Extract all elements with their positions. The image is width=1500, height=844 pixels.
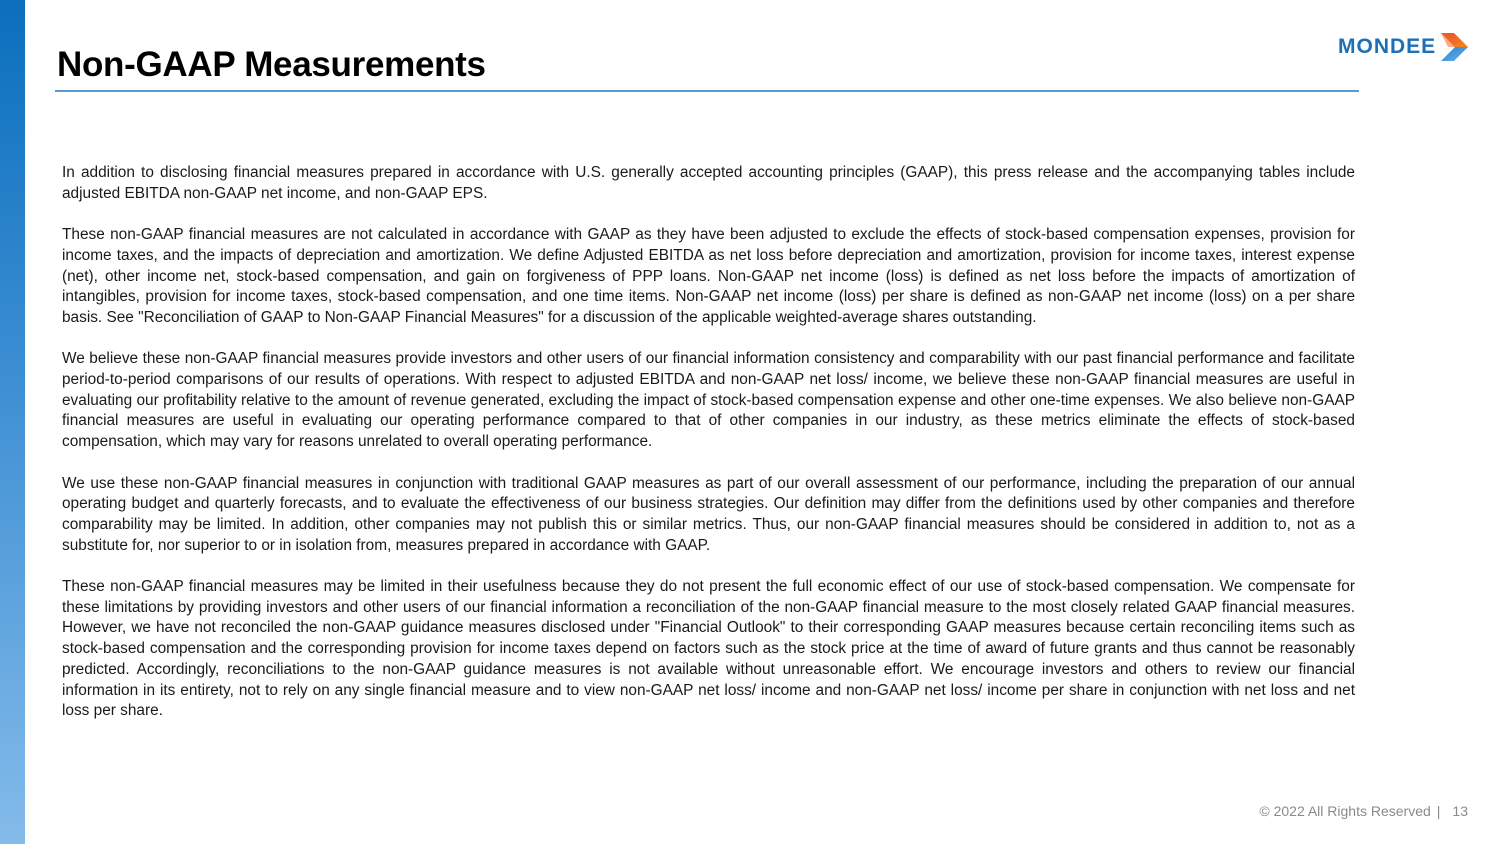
slide-footer (1259, 803, 1468, 819)
paragraph-limitations: These non-GAAP financial measures may be limited in their usefulness because they do not present the full economic effect of our use of stock-based compensation. We compensate for these limitations by providing investors and other users of our financial information a reconciliation of the non-GAAP financial measure to the most closely related GAAP financial measures. However, we have not reconciled the non-GAAP guidance measures disclosed under "Financial Outlook" to their corresponding GAAP measures because certain reconciling items such as stock-based compensation and the corresponding provision for income taxes depend on factors such as the stock price at the time of award of future grants and thus cannot be reasonably predicted. Accordingly, reconciliations to the non-GAAP guidance measures is not available without unreasonable effort. We encourage investors and others to review our financial information in its entirety, not to rely on any single financial measure and to view non-GAAP net loss/ income and non-GAAP net loss/ income per share in conjunction with net loss and net loss per share. (62, 578, 1355, 720)
disclosure-body (62, 163, 1355, 743)
logo-wordmark: MONDEE (1338, 35, 1437, 58)
company-logo (1338, 31, 1471, 63)
paragraph-usage: We use these non-GAAP financial measures in conjunction with traditional GAAP measures as part of our overall assessment of our performance, including the preparation of our annual operating budget and quarterly forecasts, and to evaluate the effectiveness of our business strategies. Our definition may differ from the definitions used by other companies and therefore comparability may be limited. In addition, other companies may not publish this or similar metrics. Thus, our non-GAAP financial measures should be considered in addition to, not as a substitute for, nor superior to or in isolation from, measures prepared in accordance with GAAP. (62, 474, 1355, 554)
paragraph-usefulness: We believe these non-GAAP financial measures provide investors and other users of our financial information consistency and comparability with our past financial performance and facilitate period-to-period comparisons of our results of operations. With respect to adjusted EBITDA and non-GAAP net loss/ income, we believe these non-GAAP financial measures are useful in evaluating our profitability relative to the amount of revenue generated, excluding the impact of stock-based compensation expense and other one-time expenses. We also believe non-GAAP financial measures are useful in evaluating our operating performance compared to that of other companies in our industry, as these metrics eliminate the effects of stock-based compensation, which may vary for reasons unrelated to overall operating performance. (62, 350, 1355, 451)
page-title: Non-GAAP Measurements (57, 45, 486, 84)
page-number: 13 (1452, 803, 1468, 819)
chevron-arrow-logo-icon (1437, 31, 1471, 63)
paragraph-intro: In addition to disclosing financial measures prepared in accordance with U.S. generally accepted accounting principles (GAAP), this press release and the accompanying tables include adjusted EBITDA non-GAAP net income, and non-GAAP EPS. (62, 164, 1355, 202)
title-divider (55, 90, 1359, 92)
side-accent-bar (0, 0, 25, 844)
copyright-text: © 2022 All Rights Reserved (1259, 803, 1431, 819)
paragraph-definitions: These non-GAAP financial measures are not calculated in accordance with GAAP as they have been adjusted to exclude the effects of stock-based compensation expenses, provision for income taxes, and the impacts of depreciation and amortization. We define Adjusted EBITDA as net loss before depreciation and amortization, provision for income taxes, interest expense (net), other income net, stock-based compensation, and gain on forgiveness of PPP loans. Non-GAAP net income (loss) is defined as net loss before the impacts of amortization of intangibles, provision for income taxes, stock-based compensation, and one time items. Non-GAAP net income (loss) per share is defined as non-GAAP net income (loss) on a per share basis. See "Reconciliation of GAAP to Non-GAAP Financial Measures" for a discussion of the applicable weighted-average shares outstanding. (62, 226, 1355, 326)
footer-separator: | (1436, 803, 1441, 819)
